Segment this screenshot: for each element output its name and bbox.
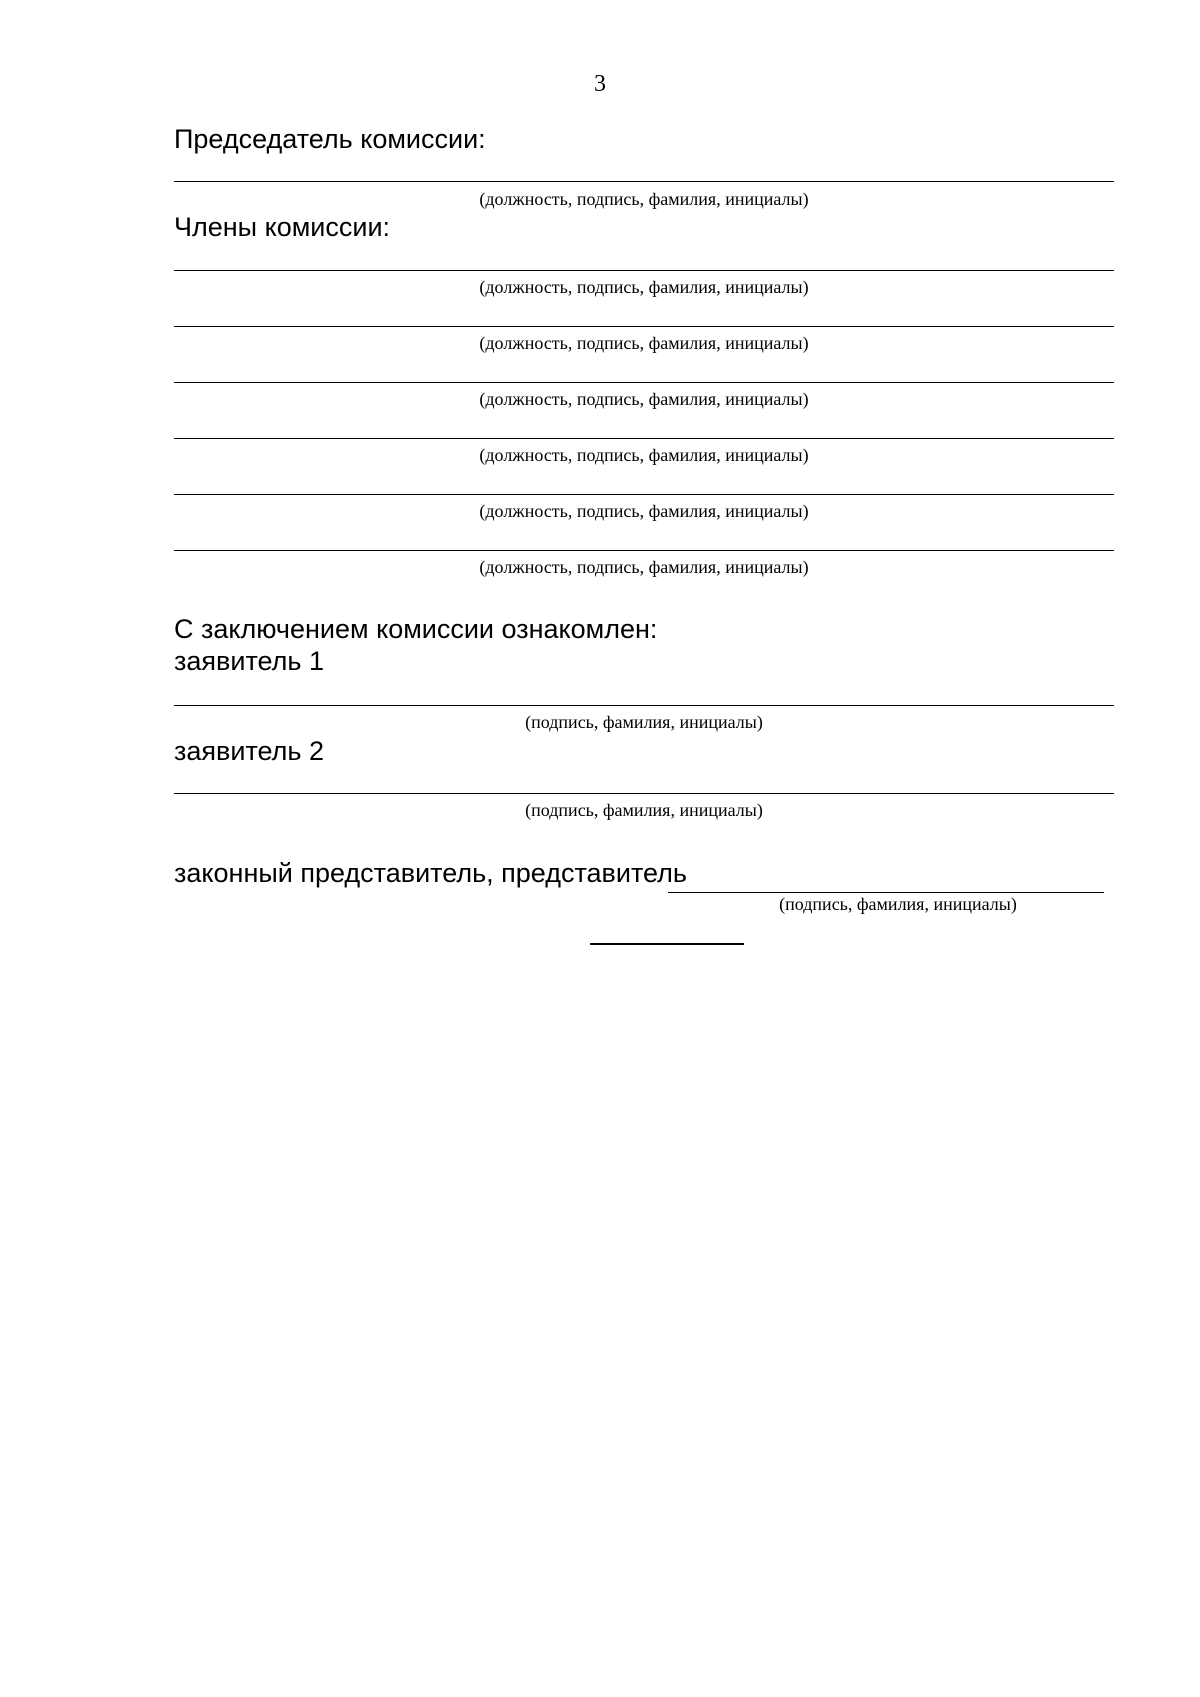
acknowledgement-heading: С заключением комиссии ознакомлен: <box>174 614 658 644</box>
chairman-heading: Председатель комиссии: <box>174 124 486 154</box>
member-signature-line <box>174 494 1114 495</box>
member-signature-caption: (должность, подпись, фамилия, инициалы) <box>479 557 809 577</box>
applicant1-label: заявитель 1 <box>174 646 324 676</box>
member-signature-caption: (должность, подпись, фамилия, инициалы) <box>479 389 809 409</box>
member-signature-caption: (должность, подпись, фамилия, инициалы) <box>479 501 809 521</box>
chairman-signature-line <box>174 181 1114 182</box>
page-number: 3 <box>594 71 606 97</box>
representative-label: законный представитель, представитель <box>174 858 687 888</box>
representative-signature-caption: (подпись, фамилия, инициалы) <box>779 894 1017 914</box>
member-signature-caption: (должность, подпись, фамилия, инициалы) <box>479 445 809 465</box>
member-signature-line <box>174 326 1114 327</box>
member-signature-line <box>174 550 1114 551</box>
member-signature-line <box>174 438 1114 439</box>
applicant2-signature-line <box>174 793 1114 794</box>
applicant2-signature-caption: (подпись, фамилия, инициалы) <box>525 800 763 820</box>
members-heading: Члены комиссии: <box>174 212 391 242</box>
member-signature-caption: (должность, подпись, фамилия, инициалы) <box>479 333 809 353</box>
member-signature-line <box>174 382 1114 383</box>
member-signature-line <box>174 270 1114 271</box>
end-of-document-rule <box>590 943 744 945</box>
member-signature-caption: (должность, подпись, фамилия, инициалы) <box>479 277 809 297</box>
applicant1-signature-caption: (подпись, фамилия, инициалы) <box>525 712 763 732</box>
chairman-signature-caption: (должность, подпись, фамилия, инициалы) <box>479 189 809 209</box>
applicant1-signature-line <box>174 705 1114 706</box>
applicant2-label: заявитель 2 <box>174 736 324 766</box>
